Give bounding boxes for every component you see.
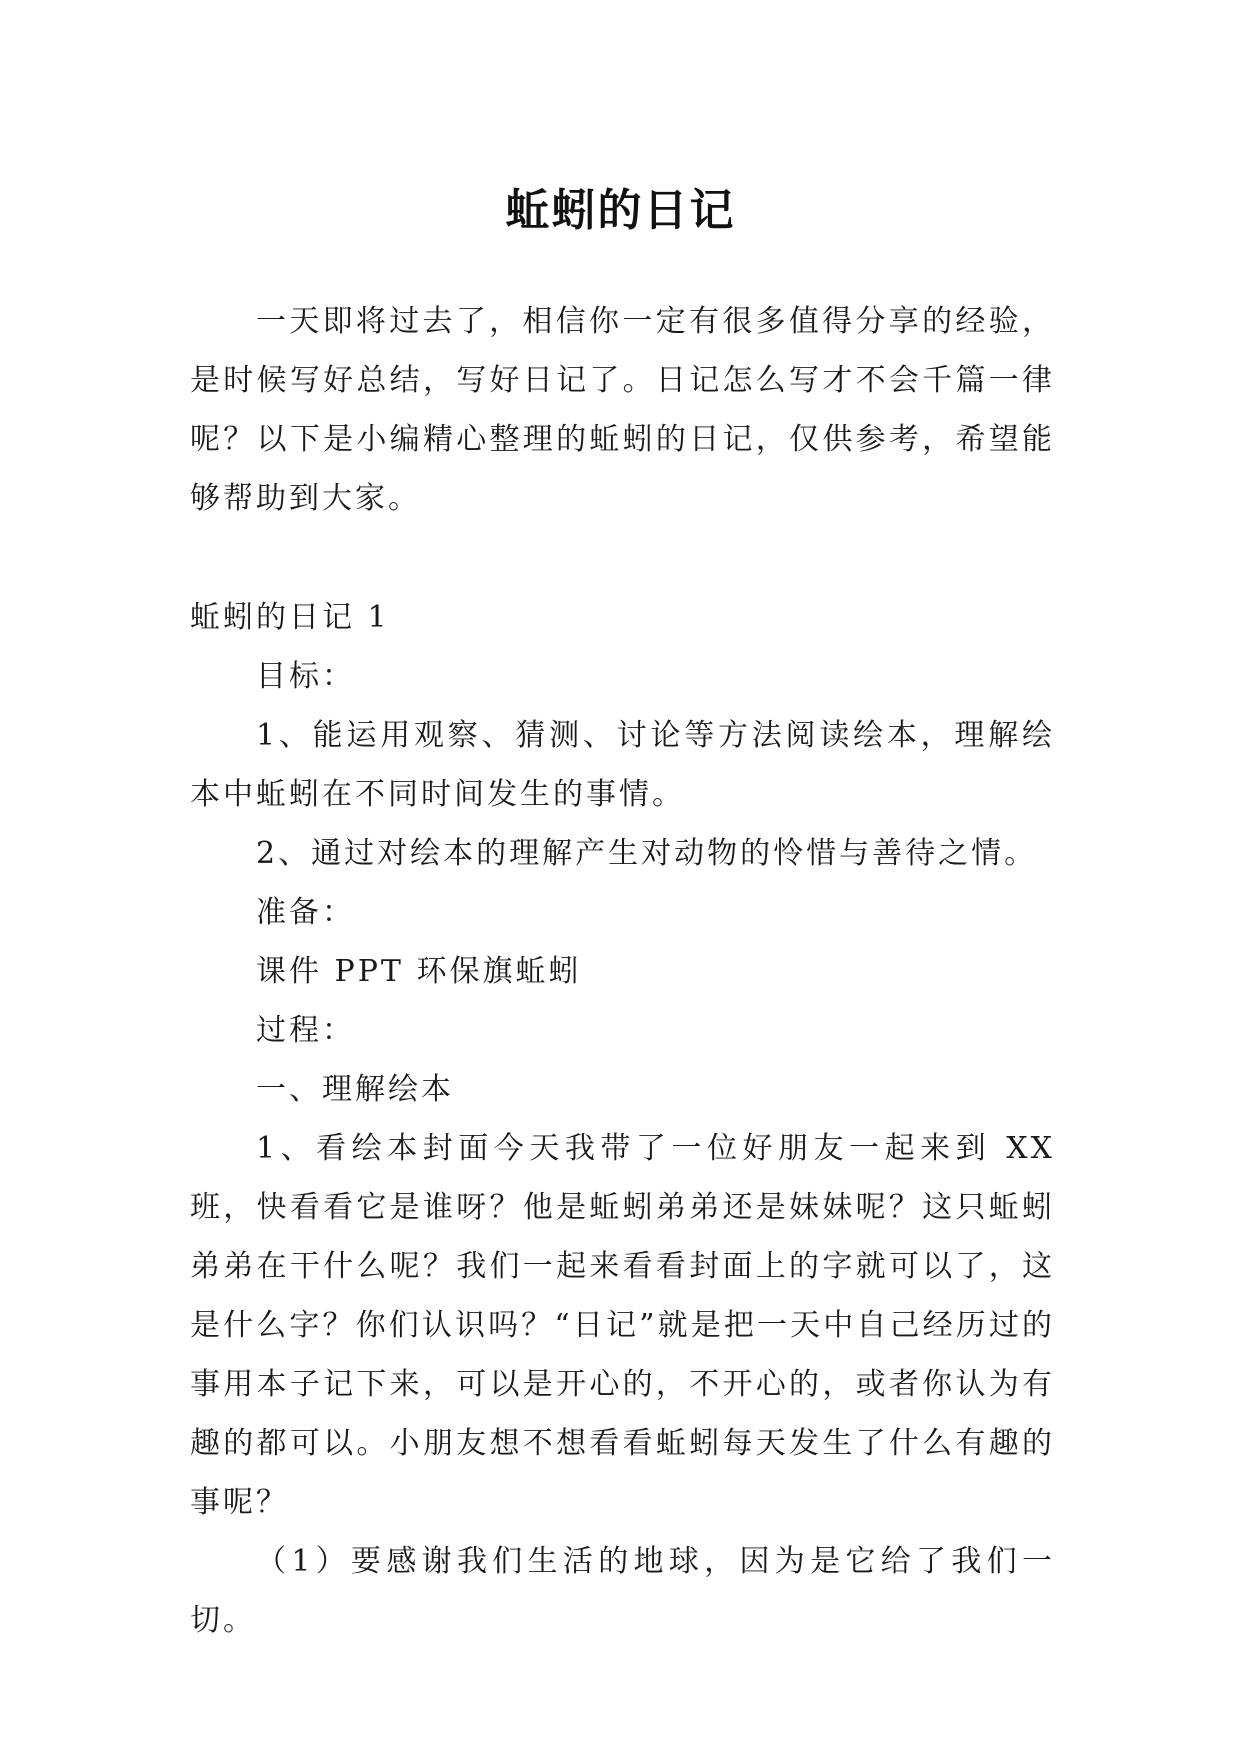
paragraph-section-one: 一、理解绘本 [256,1072,454,1107]
document-title: 蚯蚓的日记 [505,185,736,237]
paragraph-substep-1: （1）要感谢我们生活的地球，因为是它给了我们一切。 [190,1544,1055,1638]
paragraph-prep-label: 准备： [256,895,355,930]
intro-paragraph: 一天即将过去了，相信你一定有很多值得分享的经验，是时候写好总结，写好日记了。日记怎么写才不会千篇一律呢？以下是小编精心整理的蚯蚓的日记，仅供参考，希望能够帮助到大家。 [190,304,1055,516]
paragraph-prep-materials: 课件 PPT 环保旗蚯蚓 [256,954,582,989]
section-heading: 蚯蚓的日记 1 [190,600,390,635]
document-body [190,292,1055,1650]
paragraph-goal-label: 目标： [256,659,355,694]
paragraph-step-1: 1、看绘本封面今天我带了一位好朋友一起来到 XX 班，快看看它是谁呀？他是蚯蚓弟弟还是妹妹呢？这只蚯蚓弟弟在干什么呢？我们一起来看看封面上的字就可以了，这是什么字？你们认识吗？“日记”就是把一天中自己经历过的事用本子记下来，可以是开心的，不开心的，或者你认为有趣的都可以。小朋友想不想看看蚯蚓每天发生了什么有趣的事呢？ [190,1131,1055,1520]
paragraph-goal-2: 2、通过对绘本的理解产生对动物的怜惜与善待之情。 [256,836,1038,871]
paragraph-process-label: 过程： [256,1013,355,1048]
paragraph-goal-1: 1、能运用观察、猜测、讨论等方法阅读绘本，理解绘本中蚯蚓在不同时间发生的事情。 [190,718,1055,812]
